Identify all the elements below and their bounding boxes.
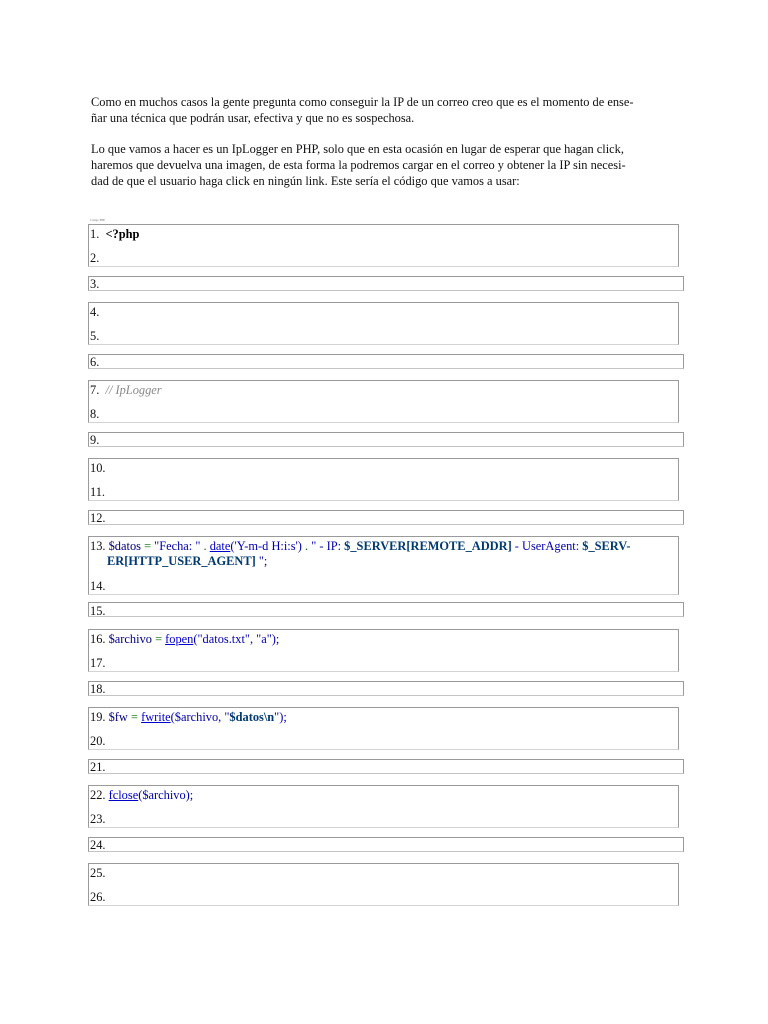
code-box-15 <box>88 602 684 617</box>
code-box-1-2 <box>88 224 679 267</box>
code-comment: // IpLogger <box>105 383 162 397</box>
line-number: 20. <box>90 734 106 748</box>
line-number: 11. <box>90 485 106 499</box>
code-line-13-wrap <box>107 554 267 568</box>
line-number: 26. <box>90 890 106 904</box>
code-line-13 <box>90 539 630 553</box>
server-var-part2: ER[HTTP_USER_AGENT] <box>107 554 256 568</box>
fecha-string: "Fecha: " <box>154 539 201 553</box>
code-box-12 <box>88 510 684 525</box>
code-box-18 <box>88 681 684 696</box>
code-line-22 <box>90 788 193 802</box>
line-number: 14. <box>90 579 106 593</box>
fwrite-function-link[interactable]: fwrite <box>141 710 171 724</box>
code-line-15 <box>90 604 106 618</box>
explanation-line-2: haremos que devuelva una imagen, de esta forma la podremos cargar en el correo y obtener la IP sin necesi- <box>91 158 626 172</box>
code-line-12 <box>90 511 106 525</box>
datos-variable: $datos <box>108 539 141 553</box>
assign-operator: = <box>127 710 142 724</box>
code-line-2 <box>90 251 99 265</box>
code-line-23 <box>90 812 106 826</box>
fw-variable: $fw <box>108 710 128 724</box>
code-line-21 <box>90 760 106 774</box>
date-args: ('Y-m-d H:i:s') <box>230 539 302 553</box>
line-number: 6. <box>90 355 100 369</box>
code-line-1 <box>90 227 139 241</box>
code-line-26 <box>90 890 106 904</box>
line-number: 23. <box>90 812 106 826</box>
line-number: 18. <box>90 682 106 696</box>
fwrite-args-start: ($archivo, " <box>170 710 230 724</box>
code-box-25-26 <box>88 863 679 906</box>
line-number: 2. <box>90 251 100 265</box>
useragent-string: - UserAgent: <box>511 539 583 553</box>
code-line-4 <box>90 305 99 319</box>
code-box-9 <box>88 432 684 447</box>
line-number: 8. <box>90 407 100 421</box>
fopen-function-link[interactable]: fopen <box>165 632 194 646</box>
code-line-6 <box>90 355 99 369</box>
code-line-18 <box>90 682 106 696</box>
code-line-19 <box>90 710 287 724</box>
assign-operator: = <box>140 539 155 553</box>
explanation-paragraph <box>91 141 686 189</box>
code-box-10-11 <box>88 458 679 501</box>
datos-newline: $datos\n <box>229 710 275 724</box>
line-number: 25. <box>90 866 106 880</box>
fopen-args: ("datos.txt", "a"); <box>193 632 280 646</box>
code-line-24 <box>90 838 106 852</box>
code-line-7 <box>90 383 162 397</box>
line-number: 4. <box>90 305 100 319</box>
code-line-10 <box>90 461 106 475</box>
code-line-8 <box>90 407 99 421</box>
intro-line-1: Como en muchos casos la gente pregunta como conseguir la IP de un correo creo que es el momento de ense- <box>91 95 634 109</box>
fclose-function-link[interactable]: fclose <box>108 788 139 802</box>
line-number: 7. <box>90 383 100 397</box>
date-function-link[interactable]: date <box>209 539 231 553</box>
code-line-17 <box>90 656 106 670</box>
intro-paragraph <box>91 94 686 126</box>
line-number: 22. <box>90 788 106 802</box>
server-var-part1: $_SERV- <box>582 539 631 553</box>
code-line-20 <box>90 734 106 748</box>
line-number: 10. <box>90 461 106 475</box>
line-number: 1. <box>90 227 100 241</box>
code-line-25 <box>90 866 106 880</box>
code-line-9 <box>90 433 99 447</box>
code-caption: Código PHP <box>90 218 106 222</box>
line-number: 13. <box>90 539 106 553</box>
line-number: 12. <box>90 511 106 525</box>
code-line-5 <box>90 329 99 343</box>
line-number: 16. <box>90 632 106 646</box>
line-number: 19. <box>90 710 106 724</box>
php-open-tag: <?php <box>105 227 140 241</box>
line-number: 21. <box>90 760 106 774</box>
fclose-args: ($archivo); <box>138 788 194 802</box>
string-end: "; <box>255 554 268 568</box>
fwrite-args-end: "); <box>274 710 287 724</box>
explanation-line-1: Lo que vamos a hacer es un IpLogger en PHP, solo que en esta ocasión en lugar de esperar que hagan click, <box>91 142 624 156</box>
concat-operator: . <box>301 539 312 553</box>
line-number: 24. <box>90 838 106 852</box>
explanation-line-3: dad de que el usuario haga click en ningún link. Este sería el código que vamos a usar: <box>91 174 520 188</box>
code-box-6 <box>88 354 684 369</box>
line-number: 5. <box>90 329 100 343</box>
remote-addr: $_SERVER[REMOTE_ADDR] <box>344 539 512 553</box>
archivo-variable: $archivo <box>108 632 152 646</box>
line-number: 17. <box>90 656 106 670</box>
code-line-14 <box>90 579 106 593</box>
ip-string: " - IP: <box>311 539 345 553</box>
code-box-3 <box>88 276 684 291</box>
line-number: 3. <box>90 277 100 291</box>
code-box-21 <box>88 759 684 774</box>
code-box-24 <box>88 837 684 852</box>
code-line-3 <box>90 277 99 291</box>
line-number: 9. <box>90 433 100 447</box>
code-line-11 <box>90 485 105 499</box>
code-line-16 <box>90 632 279 646</box>
line-number: 15. <box>90 604 106 618</box>
code-box-4-5 <box>88 302 679 345</box>
concat-operator: . <box>200 539 210 553</box>
intro-line-2: ñar una técnica que podrán usar, efectiva y que no es sospechosa. <box>91 111 415 125</box>
assign-operator: = <box>151 632 166 646</box>
code-box-7-8 <box>88 380 679 423</box>
